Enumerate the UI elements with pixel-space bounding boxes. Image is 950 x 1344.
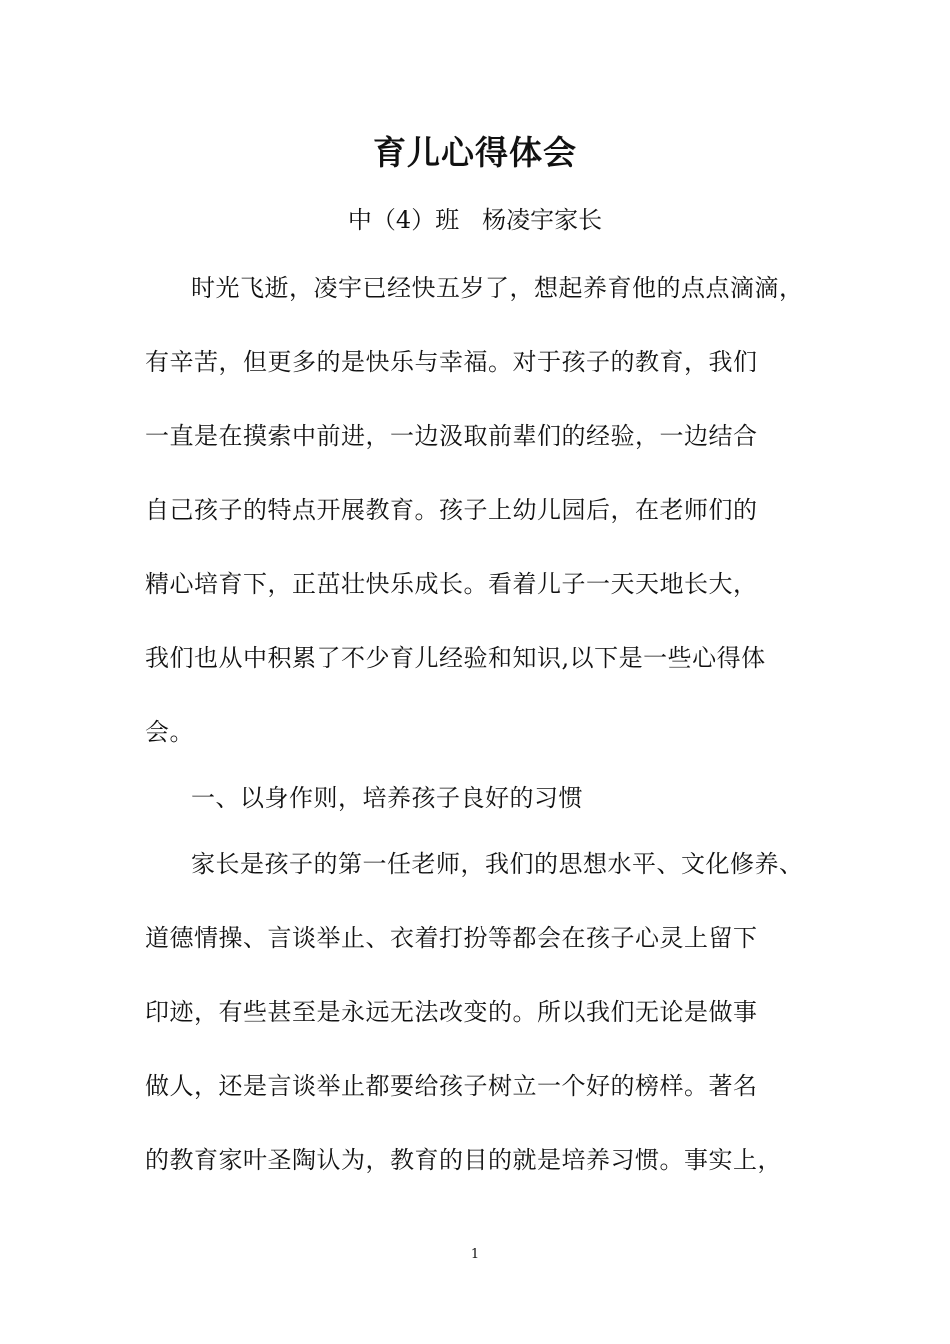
page-number: 1 (470, 1247, 480, 1262)
paragraph-line: 一直是在摸索中前进，一边汲取前辈们的经验，一边结合 (145, 422, 758, 450)
section-heading: 一、以身作则，培养孩子良好的习惯 (191, 784, 583, 812)
paragraph-line: 自己孩子的特点开展教育。孩子上幼儿园后，在老师们的 (145, 496, 758, 524)
paragraph-line: 印迹，有些甚至是永远无法改变的。所以我们无论是做事 (145, 998, 758, 1026)
paragraph-line: 会。 (145, 718, 194, 746)
document-subtitle: 中（4）班 杨凌宇家长 (347, 206, 603, 234)
paragraph-line: 家长是孩子的第一任老师，我们的思想水平、文化修养、 (191, 850, 804, 878)
document-title: 育儿心得体会 (373, 133, 577, 172)
paragraph-line: 的教育家叶圣陶认为，教育的目的就是培养习惯。事实上， (145, 1146, 782, 1174)
paragraph-line: 精心培育下，正茁壮快乐成长。看着儿子一天天地长大， (145, 570, 758, 598)
paragraph-line: 道德情操、言谈举止、衣着打扮等都会在孩子心灵上留下 (145, 924, 758, 952)
paragraph-line: 我们也从中积累了不少育儿经验和知识,以下是一些心得体 (145, 644, 766, 672)
paragraph-line: 时光飞逝，凌宇已经快五岁了，想起养育他的点点滴滴， (191, 274, 804, 302)
paragraph-line: 做人，还是言谈举止都要给孩子树立一个好的榜样。著名 (145, 1072, 758, 1100)
paragraph-line: 有辛苦，但更多的是快乐与幸福。对于孩子的教育，我们 (145, 348, 758, 376)
